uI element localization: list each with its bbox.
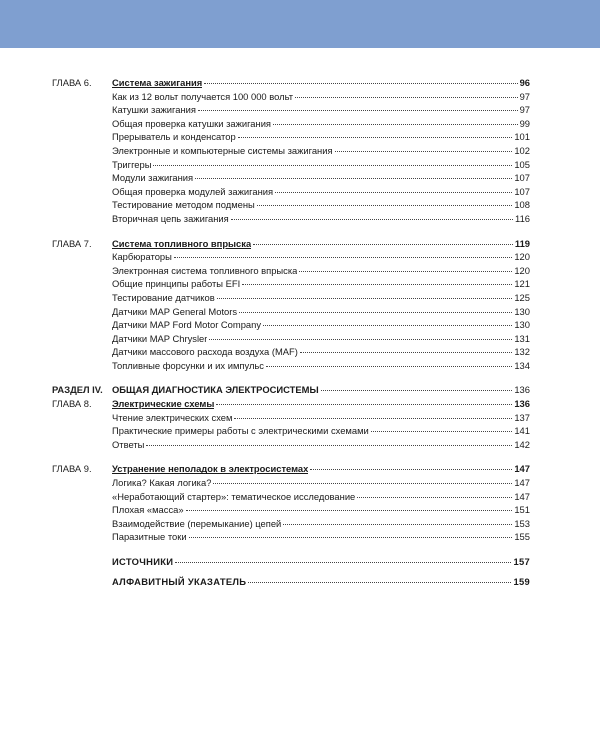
toc-title: ИСТОЧНИКИ xyxy=(112,556,174,567)
toc-entry xyxy=(112,158,530,172)
dot-leader xyxy=(299,271,512,272)
toc-entry xyxy=(112,345,530,359)
toc-entry xyxy=(112,291,530,305)
back-matter-row xyxy=(52,555,530,569)
page-number: 97 xyxy=(519,104,530,116)
toc-entry xyxy=(112,411,530,425)
dot-leader xyxy=(248,582,511,583)
chapter-row xyxy=(52,76,530,90)
toc-entry xyxy=(112,237,530,251)
dot-leader xyxy=(209,339,512,340)
toc-title: Датчики MAP Ford Motor Company xyxy=(112,319,262,331)
dot-leader xyxy=(242,284,512,285)
page-number: 155 xyxy=(514,531,530,543)
toc-title: «Неработающий стартер»: тематическое исследование xyxy=(112,490,356,502)
page-number: 102 xyxy=(514,144,530,156)
subsection-row xyxy=(52,332,530,346)
dot-leader xyxy=(283,524,512,525)
dot-leader xyxy=(189,537,513,538)
dot-leader xyxy=(257,205,513,206)
dot-leader xyxy=(217,298,513,299)
dot-leader xyxy=(146,445,512,446)
toc-entry xyxy=(112,438,530,452)
toc-section xyxy=(52,76,530,226)
page-number: 132 xyxy=(514,346,530,358)
subsection-row xyxy=(52,345,530,359)
toc-entry xyxy=(112,359,530,373)
subsection-row xyxy=(52,359,530,373)
toc-entry xyxy=(112,517,530,531)
toc-title: Датчики MAP General Motors xyxy=(112,305,238,317)
dot-leader xyxy=(239,312,512,313)
page-number: 119 xyxy=(514,237,530,249)
subsection-row xyxy=(52,171,530,185)
toc-title: Общая проверка модулей зажигания xyxy=(112,185,274,197)
page-number: 134 xyxy=(514,359,530,371)
page-number: 99 xyxy=(519,117,530,129)
dot-leader xyxy=(321,390,513,391)
toc-label: ГЛАВА 6. xyxy=(52,77,92,88)
toc-entry xyxy=(112,490,530,504)
subsection-row xyxy=(52,438,530,452)
toc-title: Датчики MAP Chrysler xyxy=(112,332,208,344)
toc-title: Карбюраторы xyxy=(112,251,172,263)
dot-leader xyxy=(266,366,512,367)
dot-leader xyxy=(216,404,512,405)
page-number: 157 xyxy=(513,556,530,567)
toc-title: Как из 12 вольт получается 100 000 вольт xyxy=(112,90,294,102)
toc-entry xyxy=(112,575,530,589)
toc-title: Тестирование методом подмены xyxy=(112,199,255,211)
toc-title: Система топливного впрыска xyxy=(112,237,252,249)
page-number: 101 xyxy=(514,131,530,143)
toc-entry xyxy=(112,555,530,569)
toc-entry xyxy=(112,397,530,411)
page-number: 130 xyxy=(514,305,530,317)
subsection-row xyxy=(52,185,530,199)
subsection-row xyxy=(52,490,530,504)
toc-entry xyxy=(112,383,530,397)
dot-leader xyxy=(253,244,513,245)
subsection-row xyxy=(52,90,530,104)
toc-title: Взаимодействие (перемыкание) цепей xyxy=(112,517,282,529)
toc-entry xyxy=(112,318,530,332)
toc-entry xyxy=(112,76,530,90)
page-number: 125 xyxy=(514,291,530,303)
dot-leader xyxy=(231,219,513,220)
toc-entry xyxy=(112,171,530,185)
toc-entry xyxy=(112,503,530,517)
table-of-contents xyxy=(52,76,530,588)
toc-title: Логика? Какая логика? xyxy=(112,477,212,489)
subsection-row xyxy=(52,250,530,264)
page-number: 151 xyxy=(514,504,530,516)
dot-leader xyxy=(186,510,513,511)
page-number: 130 xyxy=(514,319,530,331)
dot-leader xyxy=(174,257,512,258)
page-number: 147 xyxy=(514,477,530,489)
subsection-row xyxy=(52,517,530,531)
toc-entry xyxy=(112,185,530,199)
page-number: 136 xyxy=(514,398,530,410)
page-number: 96 xyxy=(519,77,530,88)
toc-label: РАЗДЕЛ IV. xyxy=(52,384,103,396)
page-number: 108 xyxy=(514,199,530,211)
page-number: 141 xyxy=(514,425,530,437)
page-number: 159 xyxy=(513,575,530,587)
toc-label: ГЛАВА 7. xyxy=(52,237,92,249)
dot-leader xyxy=(234,418,512,419)
toc-title: Паразитные токи xyxy=(112,531,187,543)
toc-title: АЛФАВИТНЫЙ УКАЗАТЕЛЬ xyxy=(112,575,247,587)
toc-title: Триггеры xyxy=(112,158,152,170)
dot-leader xyxy=(198,110,518,111)
dot-leader xyxy=(300,352,512,353)
dot-leader xyxy=(238,137,513,138)
dot-leader xyxy=(263,325,512,326)
toc-label: ГЛАВА 9. xyxy=(52,463,92,475)
toc-entry xyxy=(112,332,530,346)
subsection-row xyxy=(52,130,530,144)
dot-leader xyxy=(195,178,512,179)
toc-entry xyxy=(112,277,530,291)
toc-title: ОБЩАЯ ДИАГНОСТИКА ЭЛЕКТРОСИСТЕМЫ xyxy=(112,384,319,396)
subsection-row xyxy=(52,198,530,212)
page-number: 142 xyxy=(514,438,530,450)
chapter-row xyxy=(52,462,530,476)
dot-leader xyxy=(357,497,512,498)
page-number: 136 xyxy=(514,384,530,396)
toc-title: Ответы xyxy=(112,438,145,450)
toc-entry xyxy=(112,424,530,438)
toc-title: Катушки зажигания xyxy=(112,104,196,116)
back-matter-row xyxy=(52,575,530,589)
toc-entry xyxy=(112,198,530,212)
subsection-row xyxy=(52,530,530,544)
toc-entry xyxy=(112,144,530,158)
dot-leader xyxy=(335,151,513,152)
subsection-row xyxy=(52,144,530,158)
toc-entry xyxy=(112,117,530,131)
page-number: 105 xyxy=(514,158,530,170)
toc-entry xyxy=(112,212,530,226)
toc-section xyxy=(52,383,530,451)
toc-title: Электронная система топливного впрыска xyxy=(112,264,298,276)
dot-leader xyxy=(295,97,518,98)
dot-leader xyxy=(275,192,512,193)
dot-leader xyxy=(204,83,517,84)
toc-title: Датчики массового расхода воздуха (MAF) xyxy=(112,346,298,358)
dot-leader xyxy=(310,469,512,470)
page-number: 107 xyxy=(514,172,530,184)
page-number: 147 xyxy=(514,463,530,475)
toc-entry xyxy=(112,462,530,476)
toc-entry xyxy=(112,130,530,144)
toc-title: Модули зажигания xyxy=(112,172,194,184)
page-number: 131 xyxy=(514,332,530,344)
toc-title: Плохая «масса» xyxy=(112,504,184,516)
subsection-row xyxy=(52,264,530,278)
toc-title: Тестирование датчиков xyxy=(112,291,215,303)
toc-entry xyxy=(112,264,530,278)
subsection-row xyxy=(52,411,530,425)
toc-title: Система зажигания xyxy=(112,77,203,88)
toc-entry xyxy=(112,530,530,544)
dot-leader xyxy=(273,124,518,125)
toc-entry xyxy=(112,305,530,319)
subsection-row xyxy=(52,277,530,291)
toc-entry xyxy=(112,90,530,104)
subsection-row xyxy=(52,117,530,131)
toc-title: Топливные форсунки и их импульс xyxy=(112,359,264,371)
page-number: 147 xyxy=(514,490,530,502)
subsection-row xyxy=(52,103,530,117)
page-number: 120 xyxy=(514,251,530,263)
dot-leader xyxy=(213,483,512,484)
subsection-row xyxy=(52,158,530,172)
toc-entry xyxy=(112,476,530,490)
subsection-row xyxy=(52,476,530,490)
page-number: 120 xyxy=(514,264,530,276)
subsection-row xyxy=(52,503,530,517)
toc-entry xyxy=(112,103,530,117)
dot-leader xyxy=(371,431,513,432)
toc-label: ГЛАВА 8. xyxy=(52,398,92,410)
toc-title: Вторичная цепь зажигания xyxy=(112,212,229,224)
toc-title: Прерыватель и конденсатор xyxy=(112,131,236,143)
subsection-row xyxy=(52,291,530,305)
dot-leader xyxy=(175,562,511,563)
subsection-row xyxy=(52,424,530,438)
subsection-row xyxy=(52,318,530,332)
page-number: 137 xyxy=(514,411,530,423)
toc-title: Устранение неполадок в электросистемах xyxy=(112,463,309,475)
chapter-row xyxy=(52,237,530,251)
page-number: 116 xyxy=(515,212,530,224)
subsection-row xyxy=(52,212,530,226)
toc-title: Чтение электрических схем xyxy=(112,411,233,423)
subsection-row xyxy=(52,305,530,319)
part-row xyxy=(52,383,530,397)
toc-title: Общие принципы работы EFI xyxy=(112,278,241,290)
page-number: 121 xyxy=(514,278,530,290)
page-number: 153 xyxy=(514,517,530,529)
toc-entry xyxy=(112,250,530,264)
toc-title: Электронные и компьютерные системы зажигания xyxy=(112,144,333,156)
dot-leader xyxy=(153,165,512,166)
toc-title: Электрические схемы xyxy=(112,398,215,410)
page-number: 107 xyxy=(514,185,530,197)
page-number: 97 xyxy=(519,90,530,102)
toc-title: Общая проверка катушки зажигания xyxy=(112,117,272,129)
toc-title: Практические примеры работы с электрическими схемами xyxy=(112,425,369,437)
toc-section xyxy=(52,237,530,373)
toc-section xyxy=(52,462,530,544)
chapter-row xyxy=(52,397,530,411)
header-band xyxy=(0,0,600,48)
